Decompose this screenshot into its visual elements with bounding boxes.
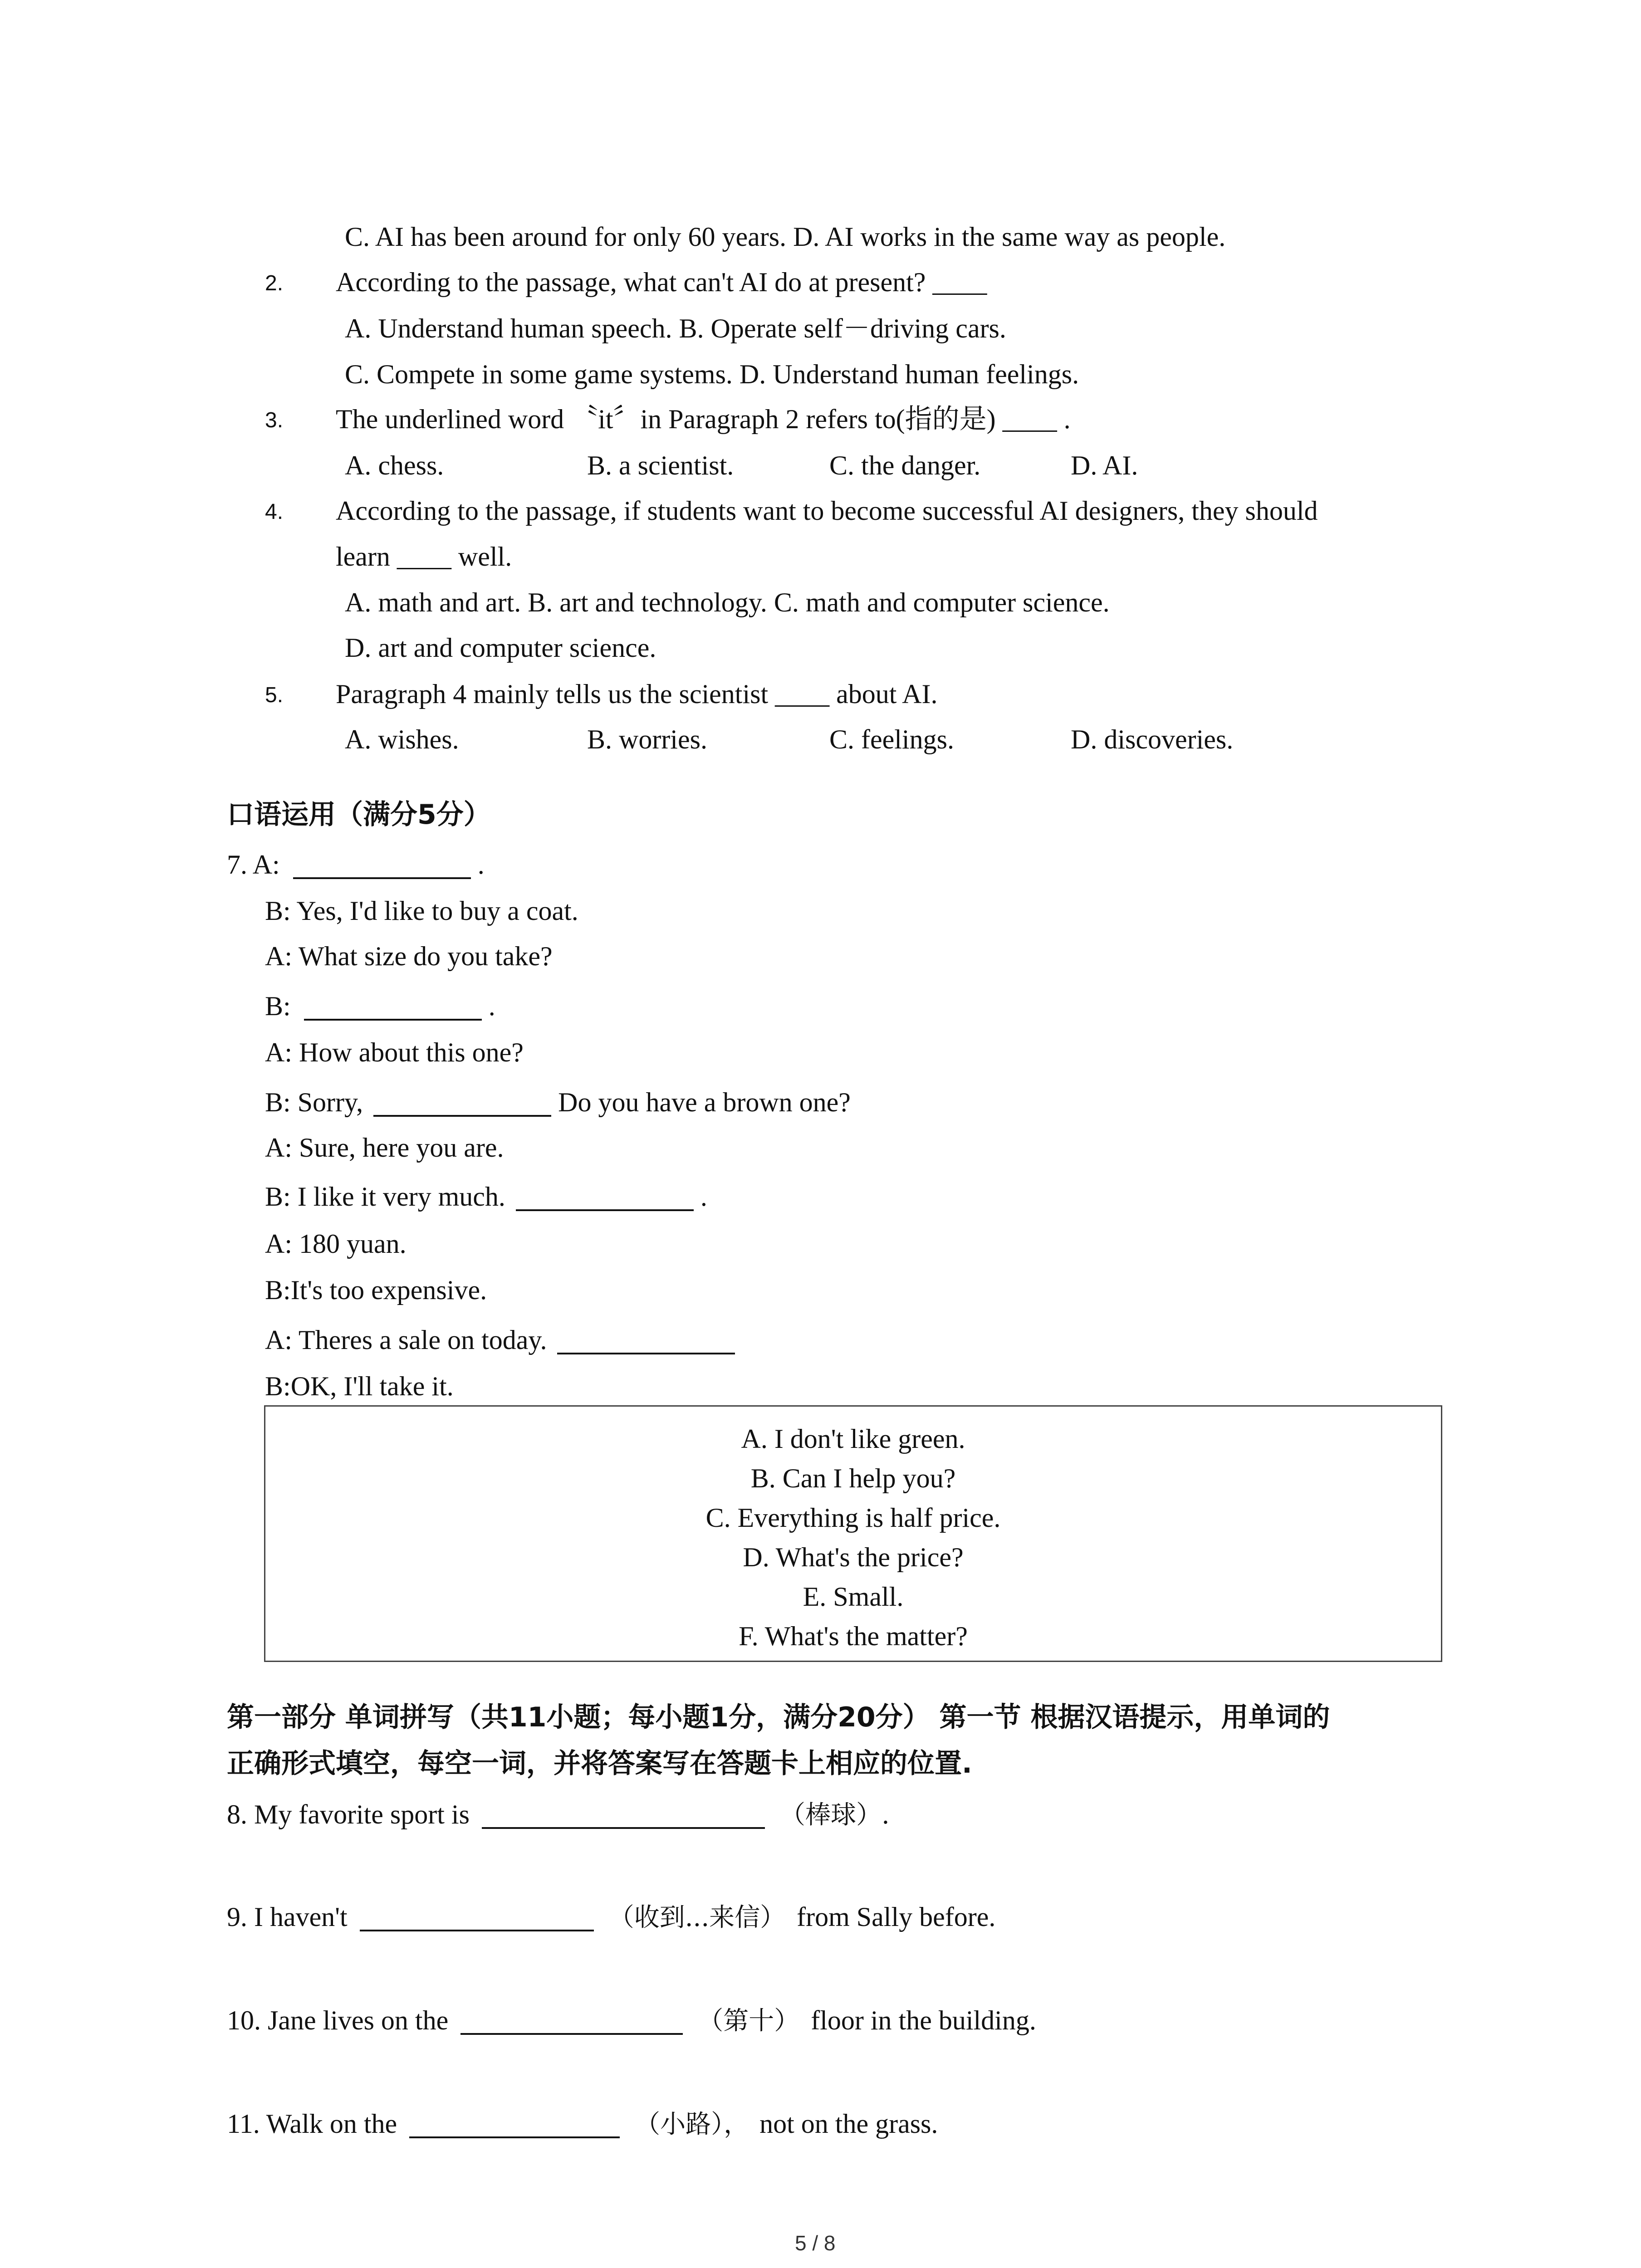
option-f: F. What's the matter? (739, 1621, 968, 1651)
q9-line (227, 1903, 995, 1931)
q5-stem: Paragraph 4 mainly tells us the scientist ____ about AI. (336, 679, 938, 709)
q5-option-a: A. wishes. (345, 724, 459, 754)
q8-blank[interactable] (482, 1802, 765, 1829)
answer-blank-1[interactable] (293, 852, 471, 879)
option-d: D. What's the price? (743, 1542, 964, 1572)
q8-prefix: 8. My favorite sport is (227, 1799, 470, 1829)
q11-suffix: not on the grass. (759, 2109, 938, 2139)
q3-number: 3. (265, 408, 284, 432)
answer-blank-2[interactable] (304, 993, 482, 1021)
q4-options-abc: A. math and art. B. art and technology. C. math and computer science. (345, 587, 1110, 617)
q3-option-a: A. chess. (345, 450, 444, 480)
answer-blank-5[interactable] (557, 1327, 735, 1354)
q10-hint: （第十） (698, 2006, 800, 2036)
answer-blank-3[interactable] (373, 1090, 551, 1117)
line8-start: B: I like it very much. (265, 1182, 505, 1212)
q10-suffix: floor in the building. (811, 2005, 1036, 2035)
option-e: E. Small. (803, 1582, 904, 1612)
q9-prefix: 9. I haven't (227, 1902, 348, 1932)
line1-end: . (477, 850, 485, 880)
dialogue-line-7: A: Sure, here you are. (265, 1133, 504, 1163)
q7-label: 7. A: (227, 850, 280, 880)
answer-blank-4[interactable] (516, 1184, 694, 1211)
dialogue-line-11 (265, 1326, 735, 1354)
q9-blank[interactable] (360, 1904, 594, 1931)
spelling-heading-line2: 正确形式填空，每空一词，并将答案写在答题卡上相应的位置. (227, 1748, 972, 1779)
oral-section-heading: 口语运用（满分5分） (227, 799, 491, 831)
q10-prefix: 10. Jane lives on the (227, 2005, 449, 2035)
dialogue-line-6 (265, 1089, 851, 1117)
dialogue-line-1 (227, 851, 485, 879)
q10-blank[interactable] (460, 2008, 683, 2035)
q2-options-cd: C. Compete in some game systems. D. Understand human feelings. (345, 359, 1079, 389)
q11-prefix: 11. Walk on the (227, 2109, 397, 2139)
q4-stem-line2: learn ____ well. (336, 542, 512, 572)
q5-option-b: B. worries. (587, 724, 707, 754)
dialogue-line-3: A: What size do you take? (265, 941, 553, 971)
q2-number: 2. (265, 271, 284, 295)
line8-end: . (700, 1182, 707, 1212)
q3-stem: The underlined word 〝it〞in Paragraph 2 refers to(指的是) ____ . (336, 404, 1071, 434)
option-a: A. I don't like green. (741, 1424, 965, 1454)
dialogue-line-2: B: Yes, I'd like to buy a coat. (265, 896, 578, 926)
dialogue-line-9: A: 180 yuan. (265, 1229, 407, 1259)
q5-option-d: D. discoveries. (1071, 724, 1234, 754)
q5-option-c: C. feelings. (829, 724, 954, 754)
spelling-heading-line1: 第一部分 单词拼写（共11小题；每小题1分，满分20分） 第一节 根据汉语提示，用单词的 (227, 1701, 1330, 1733)
q5-number: 5. (265, 683, 284, 707)
line4-speaker: B: (265, 991, 291, 1021)
q8-line (227, 1801, 890, 1829)
line6-start: B: Sorry, (265, 1087, 363, 1117)
page-number: 5 / 8 (795, 2231, 836, 2255)
q9-suffix: from Sally before. (797, 1902, 996, 1932)
q10-line (227, 2007, 1036, 2035)
dialogue-line-4 (265, 992, 495, 1021)
q4-number: 4. (265, 500, 284, 524)
q4-option-d: D. art and computer science. (345, 633, 656, 663)
q4-stem-line1: According to the passage, if students want to become successful AI designers, they should (336, 496, 1318, 526)
q11-hint: （小路）， (635, 2110, 749, 2139)
line6-end: Do you have a brown one? (558, 1087, 851, 1117)
q2-stem: According to the passage, what can't AI do at present? ____ (336, 267, 987, 297)
line11-start: A: Theres a sale on today. (265, 1325, 547, 1355)
option-c: C. Everything is half price. (705, 1503, 1001, 1533)
option-b: B. Can I help you? (750, 1463, 956, 1493)
dialogue-line-12: B:OK, I'll take it. (265, 1371, 454, 1401)
options-box (264, 1405, 1442, 1662)
q1-options-cd: C. AI has been around for only 60 years. D. AI works in the same way as people. (345, 222, 1226, 252)
q9-hint: （收到...来信） (608, 1903, 786, 1932)
q3-option-d: D. AI. (1071, 450, 1138, 480)
q2-options-ab: A. Understand human speech. B. Operate self－driving cars. (345, 313, 1006, 343)
q11-line (227, 2110, 938, 2138)
q3-option-b: B. a scientist. (587, 450, 734, 480)
q8-hint: （棒球）. (779, 1800, 890, 1830)
q11-blank[interactable] (409, 2111, 620, 2138)
dialogue-line-10: B:It's too expensive. (265, 1275, 487, 1305)
line4-end: . (488, 991, 495, 1021)
q3-option-c: C. the danger. (829, 450, 981, 480)
dialogue-line-8 (265, 1183, 707, 1211)
dialogue-line-5: A: How about this one? (265, 1037, 524, 1067)
